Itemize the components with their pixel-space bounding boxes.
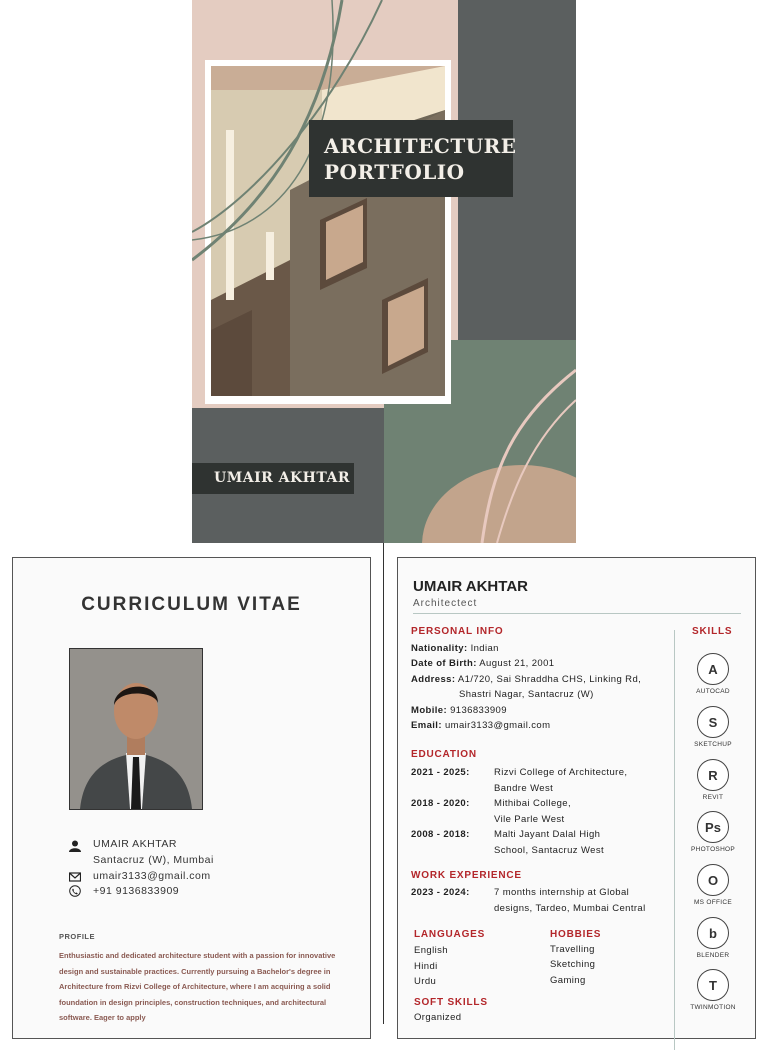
cv-right-page xyxy=(397,557,756,1039)
resume-name: UMAIR AKHTAR xyxy=(413,578,528,595)
column-rule xyxy=(674,630,675,1050)
skill-autocad: A AUTOCAD xyxy=(686,653,740,695)
contact-location: Santacruz (W), Mumbai xyxy=(93,854,214,866)
education-years-3: 2008 - 2018: xyxy=(411,829,470,840)
cover-title-line-2: PORTFOLIO xyxy=(324,160,465,184)
ms-office-icon: O xyxy=(697,864,729,896)
skill-sketchup: S SKETCHUP xyxy=(686,706,740,748)
dob-row: Date of Birth: August 21, 2001 xyxy=(411,658,555,669)
cv-title: CURRICULUM VITAE xyxy=(81,594,302,615)
languages-heading: LANGUAGES xyxy=(414,929,486,940)
mobile-row: Mobile: 9136833909 xyxy=(411,705,507,716)
language-item: Hindi xyxy=(414,961,438,972)
twinmotion-icon: T xyxy=(697,969,729,1001)
portfolio-cover xyxy=(192,0,576,543)
hobbies-heading: HOBBIES xyxy=(550,929,602,940)
skill-revit: R REVIT xyxy=(686,759,740,801)
language-item: English xyxy=(414,945,448,956)
education-heading: EDUCATION xyxy=(411,749,477,760)
education-years-1: 2021 - 2025: xyxy=(411,767,470,778)
contact-email[interactable]: umair3133@gmail.com xyxy=(93,870,211,882)
hobby-item: Sketching xyxy=(550,959,596,970)
soft-skills-heading: SOFT SKILLS xyxy=(414,997,488,1008)
work-heading: WORK EXPERIENCE xyxy=(411,870,522,881)
profile-photo xyxy=(69,648,203,810)
personal-info-heading: PERSONAL INFO xyxy=(411,626,504,637)
profile-text: Enthusiastic and dedicated architecture student with a passion for innovative design and sustainable practices. Currently pursuing a Bachelor's degree in Architecture from Rizvi College of Architecture, where I am acquiring a solid foundation in design principles, construction techniques, and architectural software. Eager to apply xyxy=(59,951,336,1022)
photoshop-icon: Ps xyxy=(697,811,729,843)
mail-icon xyxy=(69,871,81,883)
hobby-item: Travelling xyxy=(550,944,595,955)
skill-blender: b BLENDER xyxy=(686,917,740,959)
email-row: Email: umair3133@gmail.com xyxy=(411,720,551,731)
education-years-2: 2018 - 2020: xyxy=(411,798,470,809)
work-line-1: 7 months internship at Global xyxy=(494,887,630,898)
contact-name: UMAIR AKHTAR xyxy=(93,838,177,850)
education-school-3-location: School, Santacruz West xyxy=(494,845,605,856)
education-school-3: Malti Jayant Dalal High xyxy=(494,829,601,840)
header-rule xyxy=(413,613,741,614)
hobby-item: Gaming xyxy=(550,975,586,986)
skill-msoffice: O MS OFFICE xyxy=(686,864,740,906)
cover-artwork xyxy=(192,0,576,543)
skill-photoshop: Ps PHOTOSHOP xyxy=(686,811,740,853)
address-row-2: Shastri Nagar, Santacruz (W) xyxy=(459,689,594,700)
cover-name: UMAIR AKHTAR xyxy=(214,470,351,486)
cover-title-line-1: ARCHITECTURE xyxy=(324,134,517,158)
resume-role: Architectect xyxy=(413,598,478,609)
revit-icon: R xyxy=(697,759,729,791)
education-school-2: Mithibai College, xyxy=(494,798,572,809)
work-years: 2023 - 2024: xyxy=(411,887,470,898)
contact-phone[interactable]: +91 9136833909 xyxy=(93,885,180,897)
language-item: Urdu xyxy=(414,976,437,987)
soft-skill-item: Organized xyxy=(414,1012,462,1023)
skill-twinmotion: T TWINMOTION xyxy=(686,969,740,1011)
address-row: Address: A1/720, Sai Shraddha CHS, Linking Rd, xyxy=(411,674,642,685)
person-icon xyxy=(69,840,81,852)
page-divider xyxy=(383,543,384,1024)
sketchup-icon: S xyxy=(697,706,729,738)
education-school-1: Rizvi College of Architecture, xyxy=(494,767,628,778)
phone-icon xyxy=(69,885,81,897)
work-line-2: designs, Tardeo, Mumbai Central xyxy=(494,903,646,914)
cover-name-box xyxy=(192,463,354,494)
profile-heading: PROFILE xyxy=(59,932,96,941)
cv-left-page xyxy=(12,557,371,1039)
education-school-1-location: Bandre West xyxy=(494,783,554,794)
autocad-icon: A xyxy=(697,653,729,685)
blender-icon: b xyxy=(697,917,729,949)
nationality-row: Nationality: Indian xyxy=(411,643,499,654)
education-school-2-location: Vile Parle West xyxy=(494,814,565,825)
cover-title-box xyxy=(309,120,517,197)
skills-heading: SKILLS xyxy=(692,626,733,637)
